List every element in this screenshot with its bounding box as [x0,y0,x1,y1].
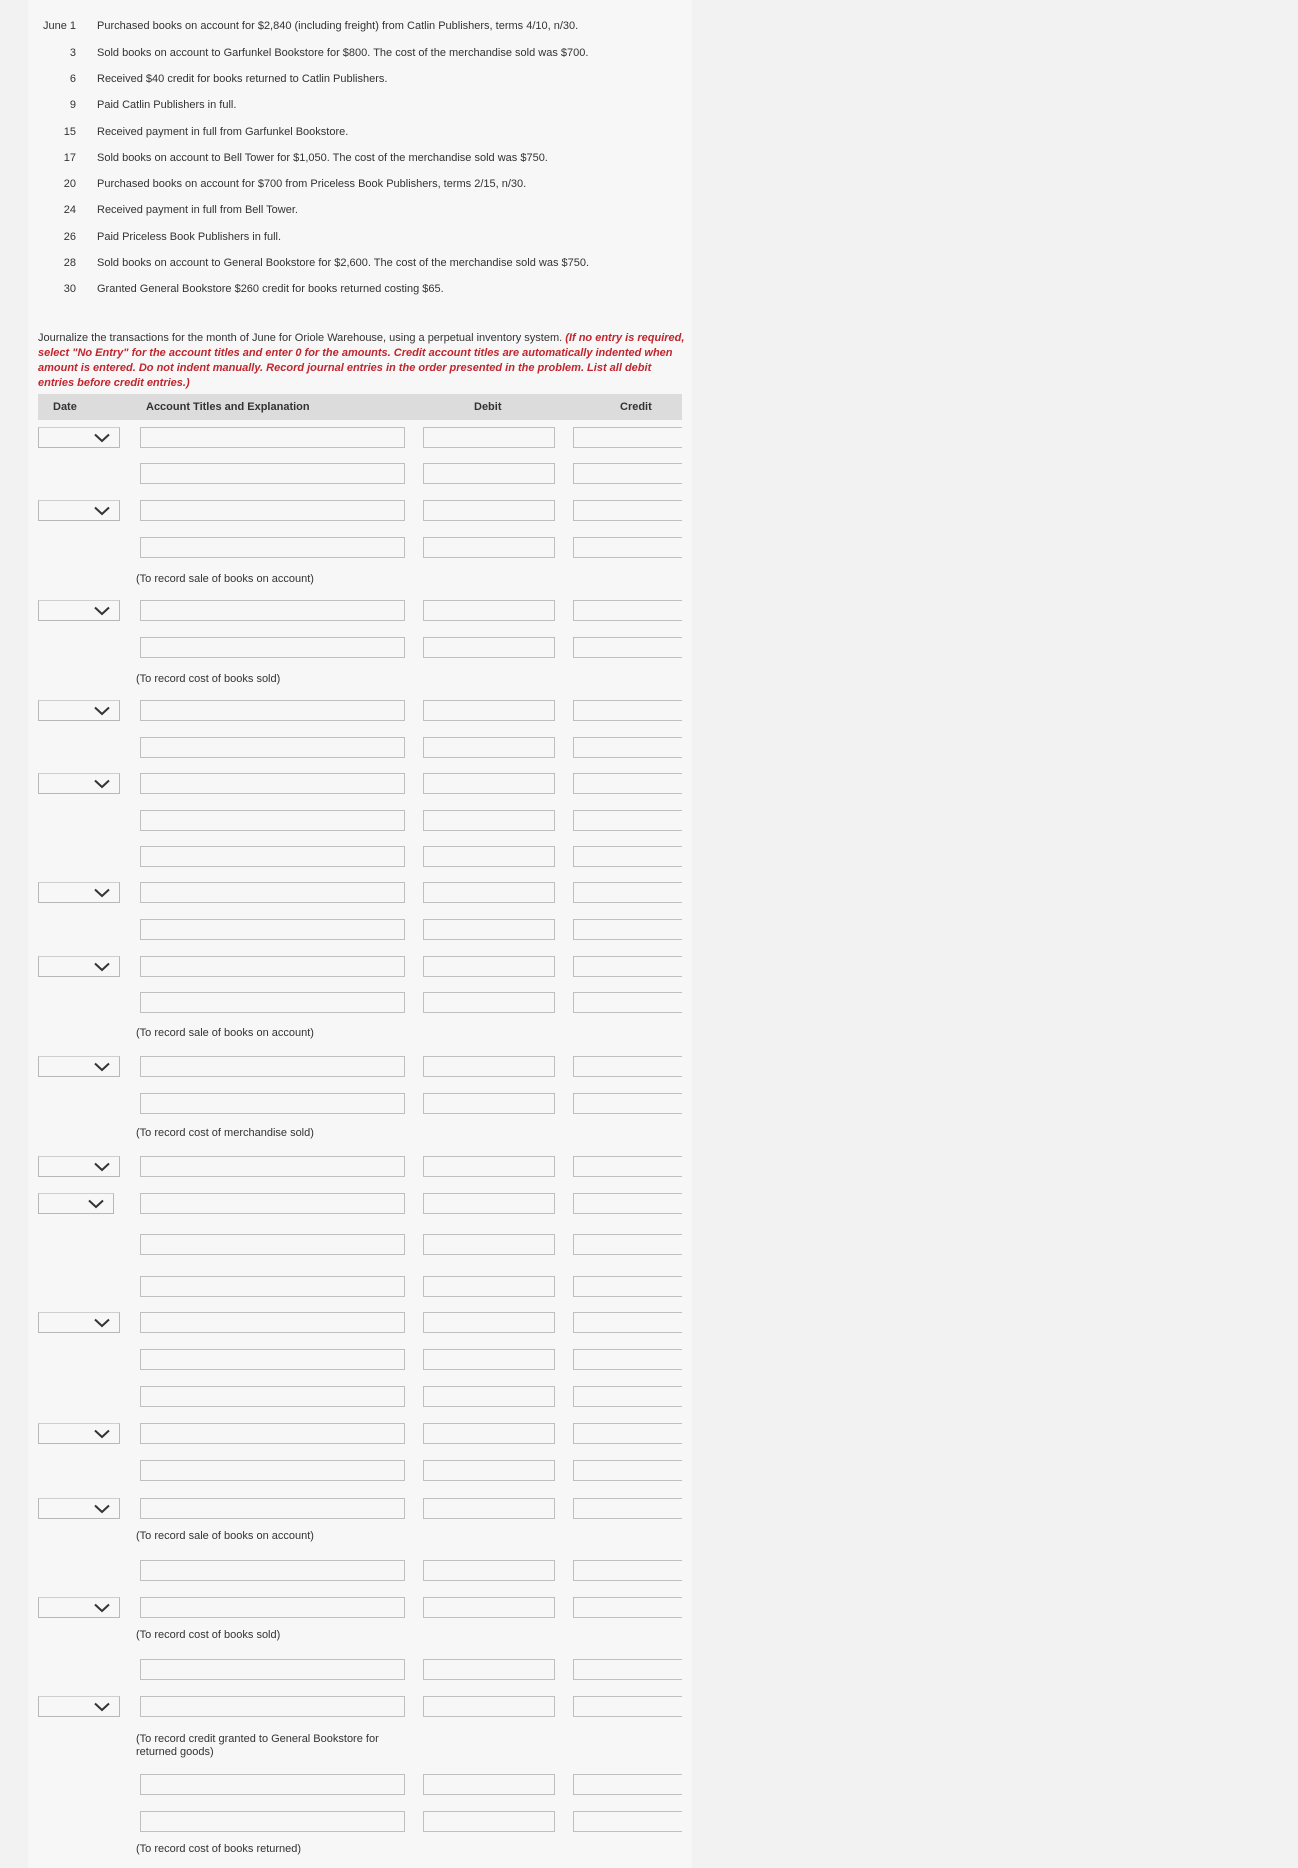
debit-input[interactable] [423,1156,555,1177]
debit-input[interactable] [423,1460,555,1481]
date-select[interactable] [38,882,120,903]
date-select[interactable] [38,500,120,521]
credit-input[interactable] [573,1498,682,1519]
entry-explanation: (To record cost of books sold) [136,1629,281,1641]
account-title-input[interactable] [140,1056,405,1077]
credit-input[interactable] [573,1093,682,1114]
account-title-input[interactable] [140,1659,405,1680]
credit-input[interactable] [573,637,682,658]
credit-input[interactable] [573,810,682,831]
transaction-date: 6 [69,73,76,85]
credit-input[interactable] [573,1811,682,1832]
account-title-input[interactable] [140,600,405,621]
debit-input[interactable] [423,600,555,621]
entry-explanation: (To record cost of books sold) [136,673,281,685]
account-title-input[interactable] [140,463,405,484]
debit-input[interactable] [423,773,555,794]
account-title-input[interactable] [140,1312,405,1333]
chevron-down-icon [87,1199,105,1209]
debit-input[interactable] [423,810,555,831]
account-title-input[interactable] [140,637,405,658]
credit-input[interactable] [573,956,682,977]
credit-input[interactable] [573,1349,682,1370]
debit-input[interactable] [423,1774,555,1795]
header-credit: Credit [620,401,652,413]
debit-input[interactable] [423,500,555,521]
transaction-text: Received $40 credit for books returned to Catlin Publishers. [97,73,388,85]
credit-input[interactable] [573,463,682,484]
entry-explanation: (To record sale of books on account) [136,1027,314,1039]
chevron-down-icon [93,1504,111,1514]
chevron-down-icon [93,433,111,443]
date-select[interactable] [38,1156,120,1177]
instructions-main: Journalize the transactions for the month of June for Oriole Warehouse, using a perpetual inventory system. [38,332,563,344]
account-title-input[interactable] [140,919,405,940]
transaction-date: 17 [63,152,76,164]
journal-table-header [38,394,682,420]
date-select[interactable] [38,956,120,977]
credit-input[interactable] [573,882,682,903]
debit-input[interactable] [423,1597,555,1618]
debit-input[interactable] [423,846,555,867]
transaction-date: 28 [63,257,76,269]
transaction-date: 26 [63,231,76,243]
debit-input[interactable] [423,1312,555,1333]
credit-input[interactable] [573,1156,682,1177]
credit-input[interactable] [573,846,682,867]
credit-input[interactable] [573,773,682,794]
debit-input[interactable] [423,1423,555,1444]
account-title-input[interactable] [140,1460,405,1481]
debit-input[interactable] [423,1234,555,1255]
account-title-input[interactable] [140,846,405,867]
debit-input[interactable] [423,956,555,977]
debit-input[interactable] [423,1696,555,1717]
instructions-note: (If no entry is required, select "No Entry" for the account titles and enter 0 for the amounts. Credit account titles are automatically indented when amount is entered. Do not indent manually. Record journal entries in the order presented in the problem. List all debit entries before credit entries.) [38,332,685,389]
date-select[interactable] [38,1423,120,1444]
debit-input[interactable] [423,463,555,484]
chevron-down-icon [93,1318,111,1328]
debit-input[interactable] [423,737,555,758]
chevron-down-icon [93,706,111,716]
credit-input[interactable] [573,1696,682,1717]
account-title-input[interactable] [140,992,405,1013]
account-title-input[interactable] [140,1696,405,1717]
debit-input[interactable] [423,1093,555,1114]
account-title-input[interactable] [140,500,405,521]
date-select[interactable] [38,773,120,794]
credit-input[interactable] [573,1560,682,1581]
account-title-input[interactable] [140,1811,405,1832]
debit-input[interactable] [423,637,555,658]
account-title-input[interactable] [140,1093,405,1114]
entry-explanation: (To record credit granted to General Bookstore for returned goods) [136,1733,379,1758]
debit-input[interactable] [423,427,555,448]
date-select[interactable] [38,700,120,721]
transaction-date: 15 [63,126,76,138]
debit-input[interactable] [423,1560,555,1581]
debit-input[interactable] [423,1659,555,1680]
header-date: Date [53,401,77,413]
transaction-text: Sold books on account to General Bookstore for $2,600. The cost of the merchandise sold was $750. [97,257,590,269]
debit-input[interactable] [423,1193,555,1214]
credit-input[interactable] [573,537,682,558]
account-title-input[interactable] [140,1349,405,1370]
debit-input[interactable] [423,1056,555,1077]
debit-input[interactable] [423,919,555,940]
chevron-down-icon [93,1162,111,1172]
credit-input[interactable] [573,919,682,940]
transaction-text: Sold books on account to Bell Tower for $1,050. The cost of the merchandise sold was $750. [97,152,548,164]
credit-input[interactable] [573,1193,682,1214]
account-title-input[interactable] [140,1423,405,1444]
date-select[interactable] [38,1696,120,1717]
account-title-input[interactable] [140,1498,405,1519]
debit-input[interactable] [423,1811,555,1832]
transaction-text: Received payment in full from Bell Tower. [97,204,298,216]
credit-input[interactable] [573,1774,682,1795]
credit-input[interactable] [573,1460,682,1481]
header-account: Account Titles and Explanation [146,401,310,413]
debit-input[interactable] [423,700,555,721]
chevron-down-icon [93,962,111,972]
chevron-down-icon [93,1062,111,1072]
date-select[interactable] [38,1597,120,1618]
transaction-date: 30 [63,283,76,295]
credit-input[interactable] [573,1597,682,1618]
debit-input[interactable] [423,537,555,558]
problem-panel [28,0,692,1868]
date-select[interactable] [38,600,120,621]
entry-explanation: (To record cost of merchandise sold) [136,1127,314,1139]
date-select[interactable] [38,427,120,448]
account-title-input[interactable] [140,956,405,977]
transaction-date: 3 [69,47,76,59]
transaction-text: Received payment in full from Garfunkel Bookstore. [97,126,349,138]
account-title-input[interactable] [140,882,405,903]
account-title-input[interactable] [140,1774,405,1795]
credit-input[interactable] [573,600,682,621]
date-select[interactable] [38,1056,120,1077]
account-title-input[interactable] [140,1597,405,1618]
debit-input[interactable] [423,882,555,903]
account-title-input[interactable] [140,537,405,558]
entry-explanation: (To record sale of books on account) [136,573,314,585]
credit-input[interactable] [573,1659,682,1680]
debit-input[interactable] [423,1349,555,1370]
header-debit: Debit [474,401,502,413]
date-select[interactable] [38,1193,114,1214]
debit-input[interactable] [423,1386,555,1407]
chevron-down-icon [93,1429,111,1439]
date-select[interactable] [38,1312,120,1333]
account-title-input[interactable] [140,773,405,794]
entry-explanation: (To record cost of books returned) [136,1843,302,1855]
chevron-down-icon [93,1603,111,1613]
transaction-text: Sold books on account to Garfunkel Bookstore for $800. The cost of the merchandise sold was $700. [97,47,589,59]
credit-input[interactable] [573,500,682,521]
debit-input[interactable] [423,1276,555,1297]
chevron-down-icon [93,606,111,616]
chevron-down-icon [93,888,111,898]
credit-input[interactable] [573,427,682,448]
transaction-text: Purchased books on account for $2,840 (including freight) from Catlin Publishers, terms 4/10, n/30. [97,20,579,32]
credit-input[interactable] [573,700,682,721]
account-title-input[interactable] [140,1193,405,1214]
transaction-date: 24 [63,204,76,216]
entry-explanation: (To record sale of books on account) [136,1530,314,1542]
account-title-input[interactable] [140,427,405,448]
chevron-down-icon [93,779,111,789]
transaction-date: 20 [63,178,76,190]
credit-input[interactable] [573,1386,682,1407]
account-title-input[interactable] [140,737,405,758]
account-title-input[interactable] [140,1276,405,1297]
account-title-input[interactable] [140,1234,405,1255]
credit-input[interactable] [573,1234,682,1255]
chevron-down-icon [93,506,111,516]
account-title-input[interactable] [140,700,405,721]
credit-input[interactable] [573,1423,682,1444]
transaction-text: Granted General Bookstore $260 credit for books returned costing $65. [97,283,444,295]
account-title-input[interactable] [140,1156,405,1177]
debit-input[interactable] [423,1498,555,1519]
credit-input[interactable] [573,737,682,758]
transaction-text: Paid Priceless Book Publishers in full. [97,231,282,243]
account-title-input[interactable] [140,810,405,831]
credit-input[interactable] [573,1276,682,1297]
credit-input[interactable] [573,1056,682,1077]
chevron-down-icon [93,1702,111,1712]
account-title-input[interactable] [140,1386,405,1407]
account-title-input[interactable] [140,1560,405,1581]
credit-input[interactable] [573,992,682,1013]
transaction-text: Purchased books on account for $700 from Priceless Book Publishers, terms 2/15, n/30. [97,178,527,190]
instructions [38,331,688,391]
transaction-text: Paid Catlin Publishers in full. [97,99,237,111]
transaction-date: 9 [69,99,76,111]
credit-input[interactable] [573,1312,682,1333]
date-select[interactable] [38,1498,120,1519]
debit-input[interactable] [423,992,555,1013]
transaction-date: June 1 [42,20,76,32]
